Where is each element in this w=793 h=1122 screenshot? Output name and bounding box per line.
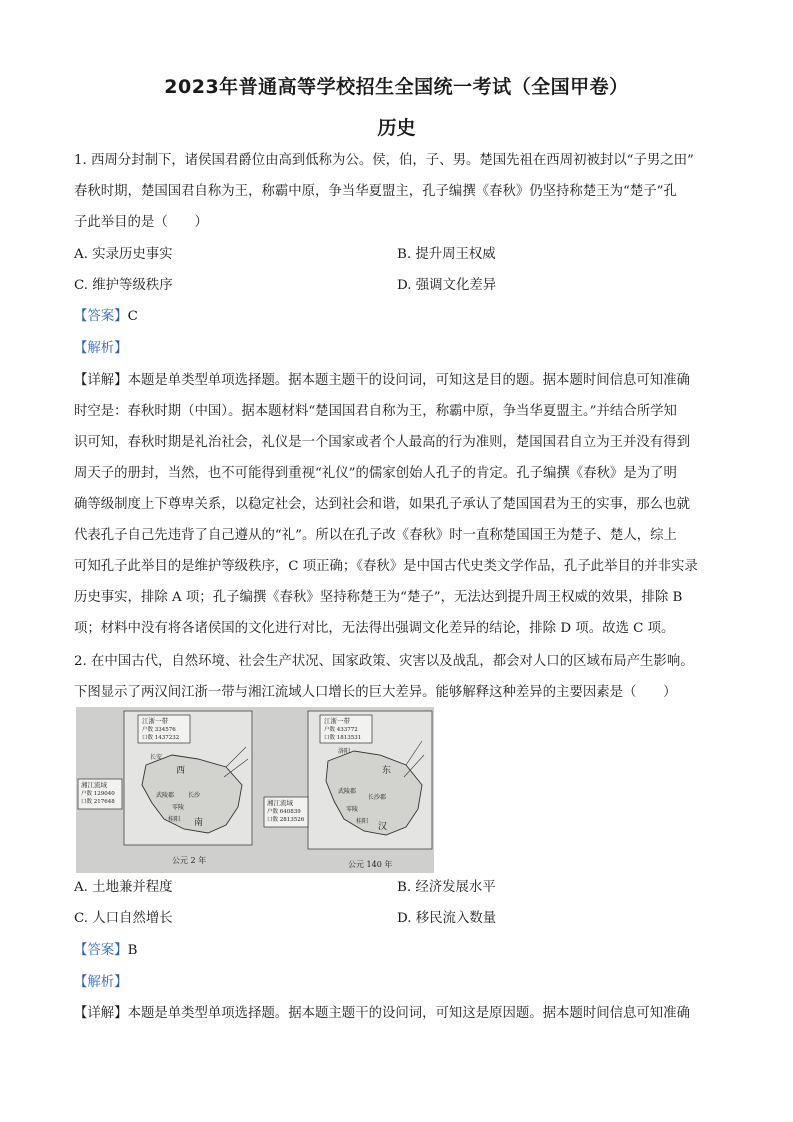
- q1-detail-line-6: 代表孔子自己先违背了自己遵从的“礼”。所以在孔子改《春秋》时一直称楚国国王为楚子、楚人，综上: [74, 528, 677, 543]
- answer-tag: 【答案】: [74, 309, 128, 324]
- right-top-box-line-1: 江浙一带: [324, 717, 350, 725]
- detail-text: 本题是单类型单项选择题。据本题主题干的设问词，可知这是目的题。据本题时间信息可知准确: [127, 373, 690, 388]
- right-place-1: 洛阳: [338, 748, 351, 755]
- answer-value: C: [127, 309, 138, 324]
- q1-detail-line-9: 项；材料中没有将各诸侯国的文化进行对比，无法得出强调文化差异的结论，排除 D 项。故选 C 项。: [74, 621, 675, 636]
- right-place-5: 零陵: [346, 806, 359, 813]
- analysis-tag: 【解析】: [74, 975, 128, 990]
- q2-detail-line-1: [74, 1004, 690, 1024]
- q2-option-a: A. 土地兼并程度: [74, 880, 173, 895]
- q1-answer: [74, 307, 138, 327]
- left-place-6: 桂阳: [168, 816, 181, 823]
- left-top-box-line-1: 江浙一带: [142, 717, 168, 725]
- exam-title: 2023年普通高等学校招生全国统一考试（全国甲卷）: [164, 76, 629, 98]
- right-place-3: 长沙郡: [368, 794, 387, 801]
- right-top-box-line-3: 口数 1813531: [324, 735, 362, 741]
- left-top-box-line-3: 口数 1437232: [142, 735, 180, 741]
- subject-title: 历史: [377, 117, 416, 139]
- q1-detail-line-1: [74, 371, 690, 391]
- analysis-tag: 【解析】: [74, 341, 128, 356]
- right-side-box-line-2: 户数 640839: [267, 809, 301, 815]
- q1-detail-line-7: 可知孔子此举目的是维护等级秩序，C 项正确；《春秋》是中国古代史类文学作品，孔子此举目的并非实录: [74, 559, 698, 574]
- right-top-box-line-2: 户数 433772: [324, 727, 358, 733]
- right-place-2: 东: [382, 766, 392, 776]
- left-place-3: 长沙: [188, 792, 201, 799]
- left-top-box-line-2: 户数 334576: [142, 727, 176, 733]
- q1-detail-line-3: 识可知，春秋时期是礼治社会，礼仪是一个国家或者个人最高的行为准则，楚国国君自立为王并没有得到: [74, 435, 690, 450]
- answer-value: B: [127, 943, 138, 958]
- q1-detail-line-4: 周天子的册封，当然，也不可能得到重视“礼仪”的儒家创始人孔子的肯定。孔子编撰《春秋》是为了明: [74, 466, 677, 481]
- q1-detail-line-5: 确等级制度上下尊卑关系，以稳定社会，达到社会和谐，如果孔子承认了楚国国君为王的实事，那么也就: [74, 497, 690, 512]
- population-map-figure: [76, 707, 434, 873]
- q1-option-b: B. 提升周王权威: [397, 247, 496, 262]
- q1-stem-line-2: 春秋时期，楚国国君自称为王，称霸中原，争当华夏盟主，孔子编撰《春秋》仍坚持称楚王为“楚子”孔: [74, 184, 677, 199]
- q1-option-d: D. 强调文化差异: [397, 278, 497, 293]
- q1-option-a: A. 实录历史事实: [74, 247, 173, 262]
- q1-option-c: C. 维护等级秩序: [74, 278, 173, 293]
- left-side-box-line-3: 口数 217648: [81, 799, 115, 805]
- q1-analysis-tag: [74, 339, 128, 359]
- left-place-1: 长安: [150, 754, 163, 761]
- left-map-caption: 公元 2 年: [172, 856, 207, 865]
- q2-answer: [74, 941, 137, 961]
- q1-detail-line-2: 时空是：春秋时期（中国）。据本题材料“楚国国君自称为王，称霸中原，争当华夏盟主。”并结合所学知: [74, 404, 677, 419]
- q1-detail-line-8: 历史事实，排除 A 项；孔子编撰《春秋》坚持称楚王为“楚子”，无法达到提升周王权威的效果，排除 B: [74, 590, 683, 605]
- left-side-box-line-2: 户数 129040: [81, 791, 115, 797]
- right-place-4: 武陵郡: [338, 788, 357, 795]
- left-place-5: 武陵郡: [156, 792, 175, 799]
- detail-text: 本题是单类型单项选择题。据本题主题干的设问词，可知这是原因题。据本题时间信息可知准确: [127, 1006, 690, 1021]
- q2-option-d: D. 移民流入数量: [397, 911, 497, 926]
- right-map-caption: 公元 140 年: [348, 860, 393, 869]
- left-place-2: 西: [176, 766, 186, 776]
- detail-tag: 【详解】: [74, 1006, 128, 1021]
- q2-stem-line-2: 下图显示了两汉间江浙一带与湘江流域人口增长的巨大差异。能够解释这种差异的主要因素是（ ）: [74, 685, 677, 700]
- q1-stem-line-1: 1. 西周分封制下，诸侯国君爵位由高到低称为公。侯，伯，子、男。楚国先祖在西周初被封以“子男之田”: [74, 153, 694, 168]
- left-side-box-line-1: 湘江流域: [81, 781, 107, 789]
- right-place-7: 汉: [378, 822, 388, 832]
- q2-option-b: B. 经济发展水平: [397, 880, 496, 895]
- q2-stem-line-1: 2. 在中国古代，自然环境、社会生产状况、国家政策、灾害以及战乱，都会对人口的区域布局产生影响。: [74, 654, 694, 669]
- left-place-4: 零陵: [172, 804, 185, 811]
- right-side-box-line-3: 口数 2813526: [267, 817, 305, 823]
- q2-option-c: C. 人口自然增长: [74, 911, 173, 926]
- left-place-7: 南: [194, 818, 204, 828]
- map-figure-svg: [76, 707, 434, 873]
- right-place-6: 桂阳: [356, 818, 369, 825]
- answer-tag: 【答案】: [74, 943, 128, 958]
- q2-analysis-tag: [74, 973, 128, 993]
- right-side-box-line-1: 湘江流域: [267, 799, 293, 807]
- q1-stem-line-3: 子此举目的是（ ）: [74, 215, 208, 230]
- detail-tag: 【详解】: [74, 373, 128, 388]
